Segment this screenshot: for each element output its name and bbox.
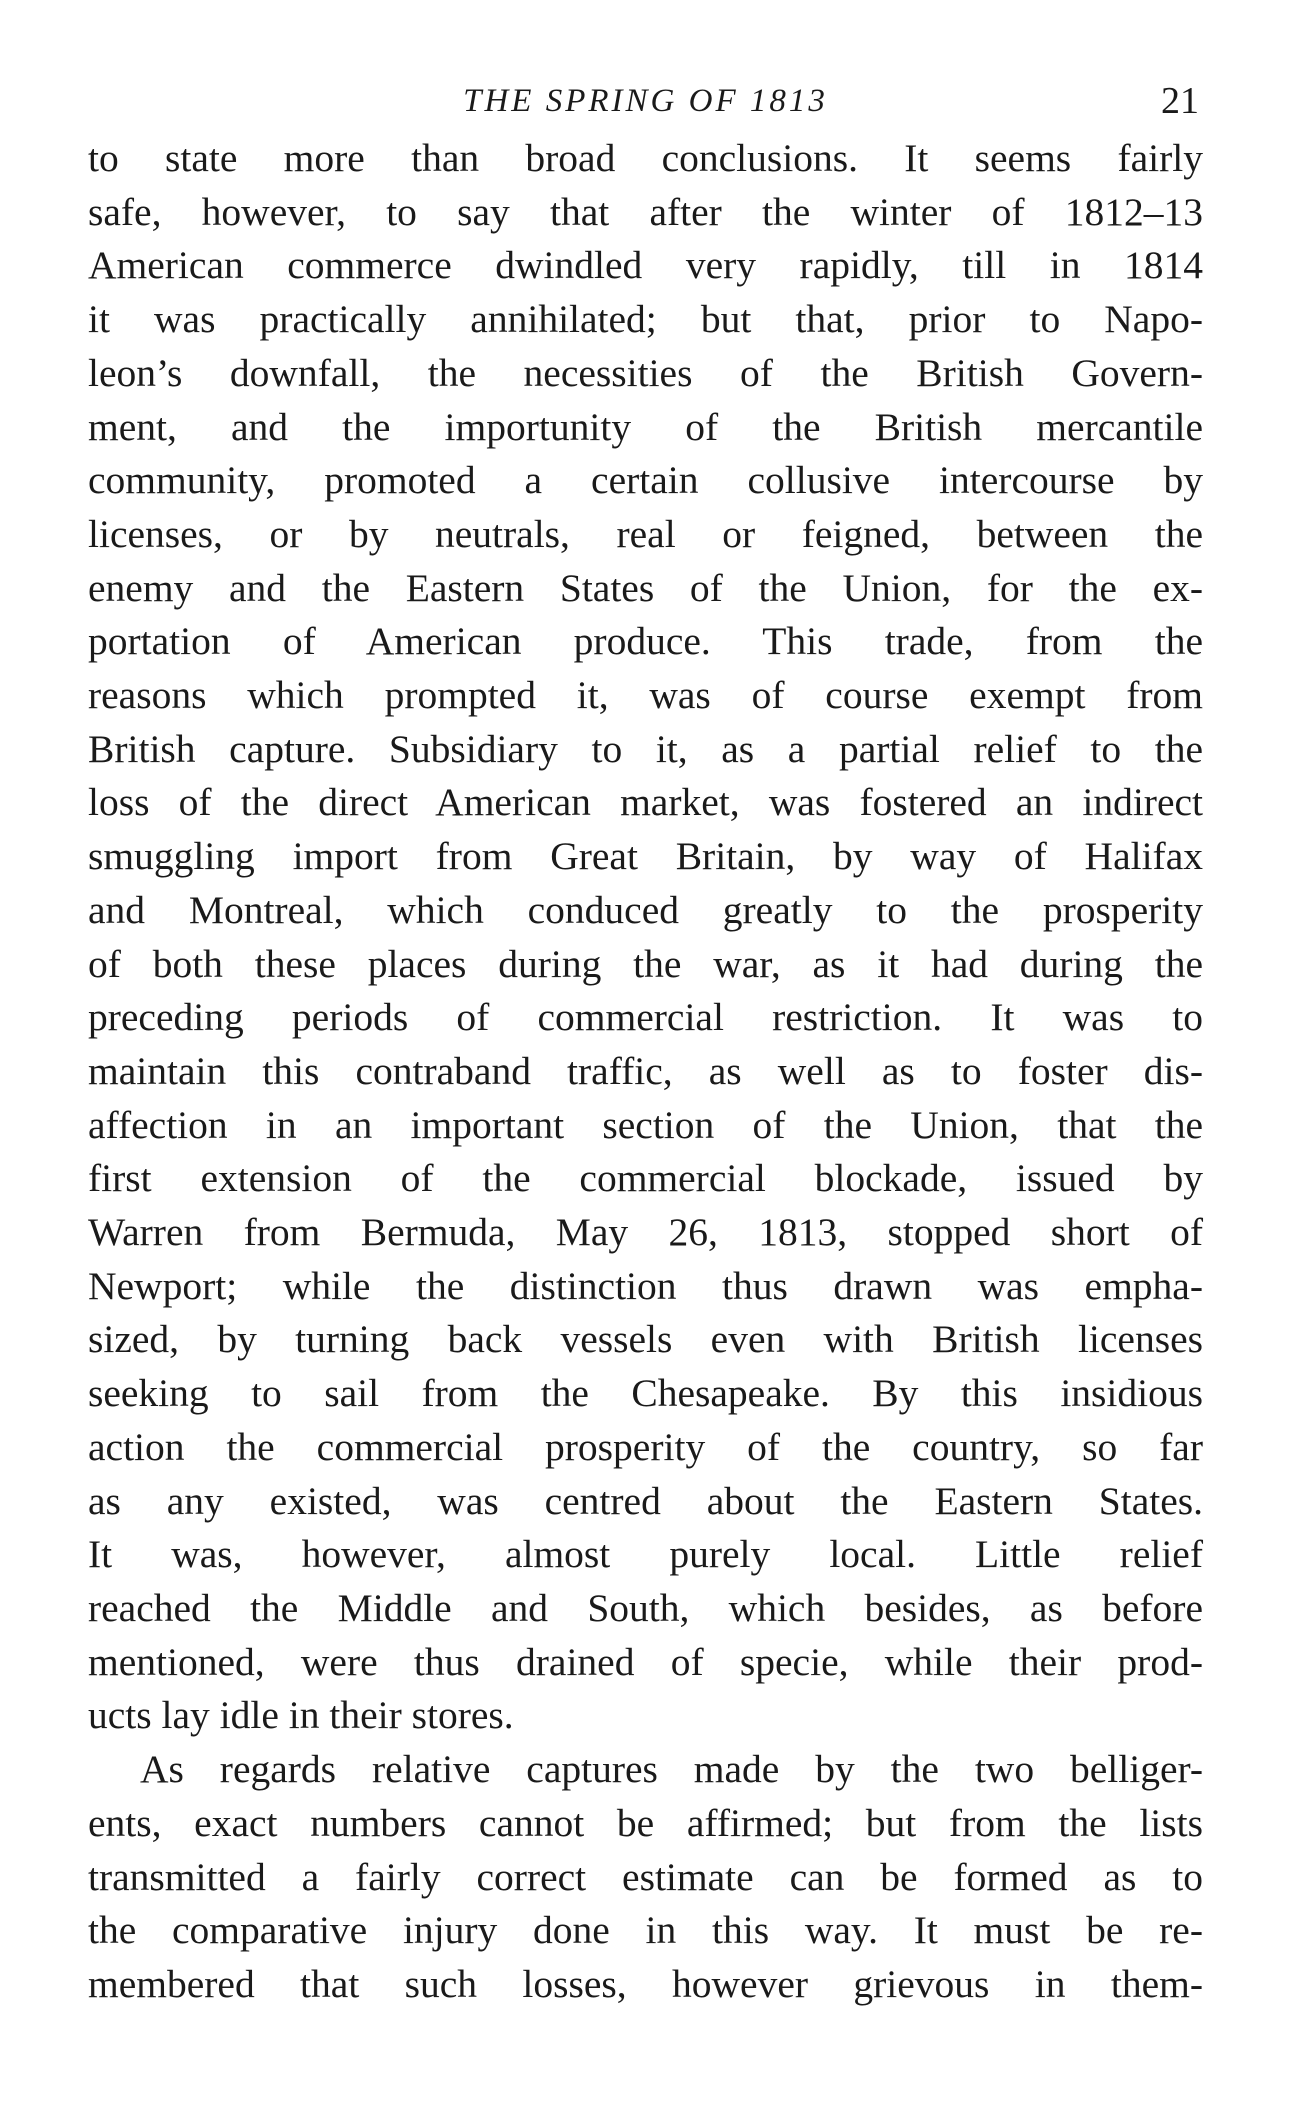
text-line: first extension of the commercial blockade, issued by xyxy=(88,1156,1203,1201)
text-line: ment, and the importunity of the British mercantile xyxy=(88,404,1203,449)
running-title: THE SPRING OF 1813 xyxy=(463,83,828,119)
paragraph-1 xyxy=(88,132,1203,1743)
text-line: maintain this contraband traffic, as well as to foster dis- xyxy=(88,1048,1203,1093)
text-line: it was practically annihilated; but that, prior to Napo- xyxy=(88,297,1203,342)
text-line: affection in an important section of the Union, that the xyxy=(88,1102,1203,1147)
text-line: portation of American produce. This trade, from the xyxy=(88,619,1203,664)
text-line: It was, however, almost purely local. Little relief xyxy=(88,1532,1203,1577)
text-line: to state more than broad conclusions. It seems fairly xyxy=(88,136,1203,180)
text-line: sized, by turning back vessels even with British licenses xyxy=(88,1317,1203,1362)
text-line: action the commercial prosperity of the country, so far xyxy=(88,1424,1203,1469)
text-line: reached the Middle and South, which besides, as before xyxy=(88,1585,1203,1630)
book-page xyxy=(88,72,1203,2012)
text-line: as any existed, was centred about the Eastern States. xyxy=(88,1478,1203,1523)
text-line: community, promoted a certain collusive intercourse by xyxy=(88,458,1203,503)
text-line: leon’s downfall, the necessities of the British Govern- xyxy=(88,350,1203,395)
text-line: transmitted a fairly correct estimate can be formed as to xyxy=(88,1854,1203,1899)
text-line: mentioned, were thus drained of specie, while their prod- xyxy=(88,1639,1203,1684)
paragraph-2 xyxy=(88,1743,1203,2012)
text-line: ucts lay idle in their stores. xyxy=(88,1693,514,1738)
text-line: ents, exact numbers cannot be affirmed; but from the lists xyxy=(88,1800,1203,1845)
text-line: British capture. Subsidiary to it, as a partial relief to the xyxy=(88,726,1203,771)
text-line: smuggling import from Great Britain, by way of Halifax xyxy=(88,834,1203,879)
text-line: licenses, or by neutrals, real or feigned, between the xyxy=(88,511,1203,556)
text-line: and Montreal, which conduced greatly to the prosperity xyxy=(88,887,1203,932)
page-number: 21 xyxy=(1161,80,1199,122)
running-head xyxy=(88,72,1203,130)
text-line: reasons which prompted it, was of course exempt from xyxy=(88,673,1203,718)
text-line: membered that such losses, however grievous in them- xyxy=(88,1961,1203,2006)
text-line: As regards relative captures made by the two belliger- xyxy=(140,1747,1203,1792)
text-line: the comparative injury done in this way. It must be re- xyxy=(88,1908,1203,1953)
text-line: seeking to sail from the Chesapeake. By this insidious xyxy=(88,1371,1203,1416)
text-line: of both these places during the war, as it had during the xyxy=(88,941,1203,986)
text-line: Newport; while the distinction thus drawn was empha- xyxy=(88,1263,1203,1308)
text-line: enemy and the Eastern States of the Union, for the ex- xyxy=(88,565,1203,610)
text-line: safe, however, to say that after the winter of 1812–13 xyxy=(88,189,1203,234)
text-line: American commerce dwindled very rapidly, till in 1814 xyxy=(88,243,1203,288)
text-line: loss of the direct American market, was fostered an indirect xyxy=(88,780,1203,825)
text-line: preceding periods of commercial restriction. It was to xyxy=(88,995,1203,1040)
body-text xyxy=(88,132,1203,2012)
text-line: Warren from Bermuda, May 26, 1813, stopped short of xyxy=(88,1210,1203,1255)
